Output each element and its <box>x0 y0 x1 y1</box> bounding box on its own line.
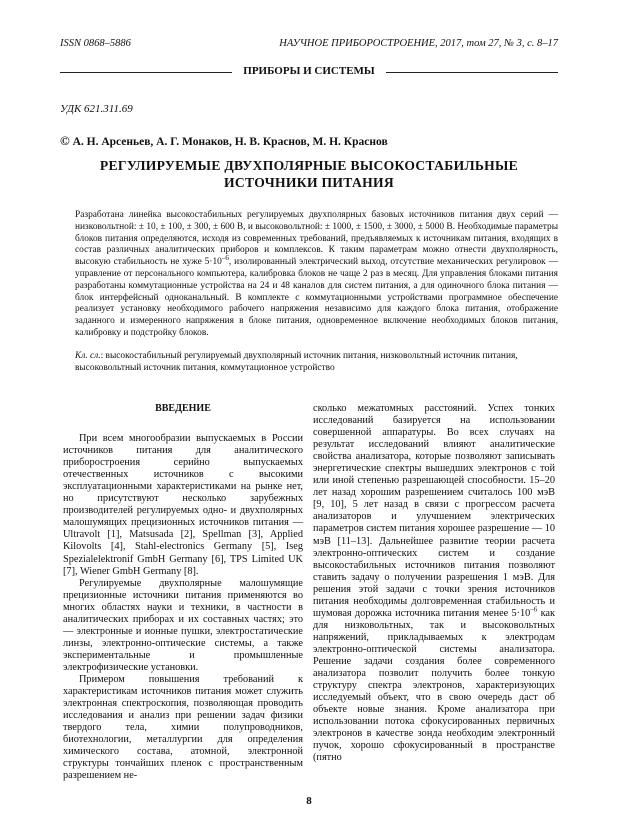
paragraph: Регулируемые двухполярные малошумящие прецизионные источники питания применяются во многих областях науки и техники, в частности в аналитических приборах и их составных частях; это — электронные и ионные пушки, электростатические линзы, электронно-оптические системы, а также экспериментальные и промышленные электрофизические установки. <box>63 577 303 673</box>
paragraph <box>313 403 555 764</box>
paragraph-text-b: как для низковольтных, так и высоковольтных напряжений, прикладываемых к электродам электронно-оптической системы анализатора. Решение задачи создания более современного анализатора позволит получить более тонкую структуру спектра электронов, характеризующих исследуемый объект, что в свою очередь даст об объекте новые знания. Кроме анализатора при использовании потока сфокусированных первичных электронов в качестве зонда необходим электронный пучок, хорошо сфокусированный в пространстве (пятно <box>313 607 556 764</box>
abstract-exponent: –6 <box>221 254 229 263</box>
authors <box>60 133 388 149</box>
author-names: А. Н. Арсеньев, А. Г. Монаков, Н. В. Краснов, М. Н. Краснов <box>72 136 388 148</box>
keywords-label: Кл. сл. <box>75 351 101 361</box>
journal-citation: НАУЧНОЕ ПРИБОРОСТРОЕНИЕ, 2017, том 27, № 3, c. 8–17 <box>279 38 558 49</box>
abstract-text-b: , изолированный электрический выход, отсутствие механических регулировок — управление от персонального компьютера, калибровка блоков не чаще 2 раз в месяц. Для управления блоками питания разработаны коммутационные устройства на 24 и 48 каналов для систем питания, а для одиночного блока питания — блок интерфейсный одноканальный. В комплекте с коммутационными устройствами программное обеспечение реализует установку необходимого рабочего напряжения независимо для каждого блока питания, отображение заданного и измеренного напряжения в блоке питания, одновременное включение необходимых блоков питания, калибровку и подстройку блоков. <box>75 257 558 338</box>
article-title <box>60 157 558 191</box>
section-title: ПРИБОРЫ И СИСТЕМЫ <box>243 65 375 77</box>
keywords-text: : высокостабильный регулируемый двухполярный источник питания, низковольтный источник питания, высоковольтный источник питания, коммутационное устройство <box>75 351 518 373</box>
page-number: 8 <box>306 795 312 807</box>
section-heading-intro: ВВЕДЕНИЕ <box>155 403 211 414</box>
abstract-text-a: Разработана линейка высокостабильных регулируемых двухполярных базовых источников питания двух серий — низковольтной: ± 10, ± 100, ± 300, ± 600 В, и высоковольтной: ± 1000, ± 1500, ± 3000, ± 5000 В. Необходимые параметры блоков питания определяются, исходя из современных требований, предъявляемых к источникам питания, входящих в состав различных аналитических приборов и комплексов. К таким параметрам можно отнести двухполярность, высокую стабильность не хуже 5·10 <box>75 210 558 268</box>
paragraph: При всем многообразии выпускаемых в России источников питания для аналитического приборостроения серийно выпускаемых отечественных источников с высокими эксплуатационными характеристиками на рынке нет, но присутствуют несколько зарубежных производителей регулируемых одно- и двухполярных малошумящих прецизионных источников питания — Ultravolt [1], Matsusada [2], Spellman [3], Applied Kilovolts [4], Stahl-electronics Germany [5], Iseg Spezialelektronif GmbH Germany [6], TPS Limited UK [7], Wiener GmbH Germany [8]. <box>63 433 303 577</box>
body-column-right <box>313 403 555 764</box>
issn: ISSN 0868–5886 <box>60 38 131 49</box>
copyright-icon: © <box>60 133 70 148</box>
udk-code: УДК 621.311.69 <box>60 103 133 115</box>
keywords <box>75 351 558 375</box>
title-line-2: ИСТОЧНИКИ ПИТАНИЯ <box>224 175 394 190</box>
rubric-rule-right <box>386 72 558 73</box>
abstract <box>75 210 558 340</box>
paragraph-text-a: сколько межатомных расстояний. Успех тонких исследований базируется на использовании совершенной аппаратуры. Во всех случаях на результат исследований влияют аналитические свойства анализатора, которые позволяют записывать энергетические спектры вышедших электронов с той или иной степенью разрешающей способности. 15–20 лет назад хорошим разрешением считалось 100 мэВ [9, 10], 5 лет назад в связи с прогрессом расчета анализаторов и улучшением электрических параметров систем питания хорошее разрешение — 10 мэВ [11–13]. Дальнейшее развитие теории расчета электронно-оптических систем и создание высокостабильных источников питания позволяют ставить задачу о получении разрешения 1 мэВ. Для решения этой задачи с точки зрения источников питания необходимы долговременная стабильность и шумовая дорожка источника питания менее 5·10 <box>313 403 555 619</box>
title-line-1: РЕГУЛИРУЕМЫЕ ДВУХПОЛЯРНЫЕ ВЫСОКОСТАБИЛЬНЫЕ <box>99 158 519 173</box>
paragraph: Примером повышения требований к характеристикам источников питания может служить электронная спектроскопия, позволяющая проводить исследования и анализ при решении задач физики твердого тела, химии полупроводников, биотехнологии, металлургии для определения химического состава, атомной, электронной структуры тончайших пленок с пространственным разрешением не- <box>63 673 303 782</box>
paragraph-exponent: –6 <box>530 605 538 614</box>
body-column-left <box>63 403 303 782</box>
section-rubric <box>60 63 558 81</box>
